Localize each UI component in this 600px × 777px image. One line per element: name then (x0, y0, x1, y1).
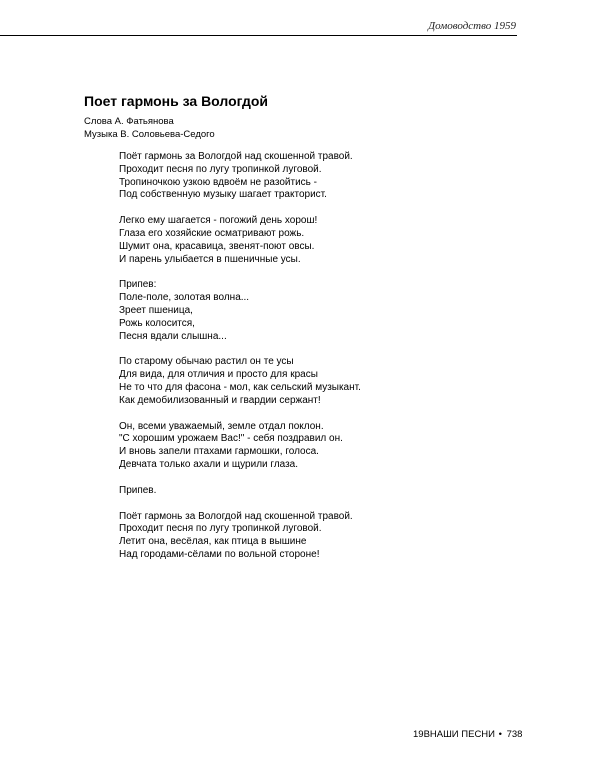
lyric-line: Тропиночкою узкою вдвоём не разойтись - (119, 176, 317, 188)
lyrics-author-credit: Слова А. Фатьянова (84, 116, 174, 127)
lyric-line: По старому обычаю растил он те усы (119, 356, 294, 368)
lyric-line: Поле-поле, золотая волна... (119, 292, 250, 304)
bullet-separator: • (498, 729, 502, 740)
lyric-line: Над городами-сёлами по вольной стороне! (119, 548, 320, 560)
chorus-label: Припев: (119, 279, 157, 291)
lyric-line: Поёт гармонь за Вологдой над скошенной травой. (119, 151, 353, 162)
lyric-line: Проходит песня по лугу тропинкой луговой. (119, 523, 322, 535)
lyric-line: Не то что для фасона - мол, как сельский музыкант. (119, 381, 361, 393)
lyric-line: Девчата только ахали и щурили глаза. (119, 458, 299, 470)
lyric-line: Глаза его хозяйские осматривают рожь. (119, 227, 305, 239)
lyrics-body (119, 151, 539, 575)
lyric-line: Шумит она, красавица, звенят-поют овсы. (119, 240, 315, 252)
stanza (119, 356, 539, 407)
composer-credit: Музыка В. Соловьева-Седого (84, 129, 215, 140)
header-divider (0, 35, 517, 36)
collection-name: 19ВНАШИ ПЕСНИ (413, 729, 495, 740)
lyric-line: Легко ему шагается - погожий день хорош! (119, 215, 318, 227)
chorus-stanza (119, 279, 539, 343)
stanza (119, 421, 539, 472)
lyric-line: Зреет пшеница, (119, 304, 193, 316)
lyric-line: Проходит песня по лугу тропинкой луговой. (119, 163, 322, 175)
lyric-line: Летит она, весёлая, как птица в вышине (119, 536, 307, 548)
lyric-line: Под собственную музыку шагает тракторист. (119, 189, 327, 201)
song-title: Поет гармонь за Вологдой (84, 93, 268, 109)
lyric-line: И вновь запели птахами гармошки, голоса. (119, 446, 319, 458)
lyric-line: И парень улыбается в пшеничные усы. (119, 253, 301, 265)
lyric-line: Для вида, для отличия и просто для красы (119, 369, 318, 381)
lyric-line: Рожь колосится, (119, 317, 195, 329)
lyric-line: Песня вдали слышна... (119, 330, 227, 342)
lyric-line: Поёт гармонь за Вологдой над скошенной травой. (119, 510, 353, 522)
lyric-line: "С хорошим урожаем Вас!" - себя поздравил он. (119, 433, 343, 445)
stanza (119, 151, 539, 202)
lyric-line: Как демобилизованный и гвардии сержант! (119, 394, 321, 406)
page-number: 738 (506, 729, 523, 740)
page-footer (413, 729, 522, 740)
lyric-line: Он, всеми уважаемый, земле отдал поклон. (119, 420, 324, 432)
stanza (119, 511, 539, 562)
running-header: Домоводство 1959 (428, 20, 516, 32)
stanza (119, 215, 539, 266)
chorus-label: Припев. (119, 484, 157, 496)
chorus-reference (119, 485, 539, 498)
